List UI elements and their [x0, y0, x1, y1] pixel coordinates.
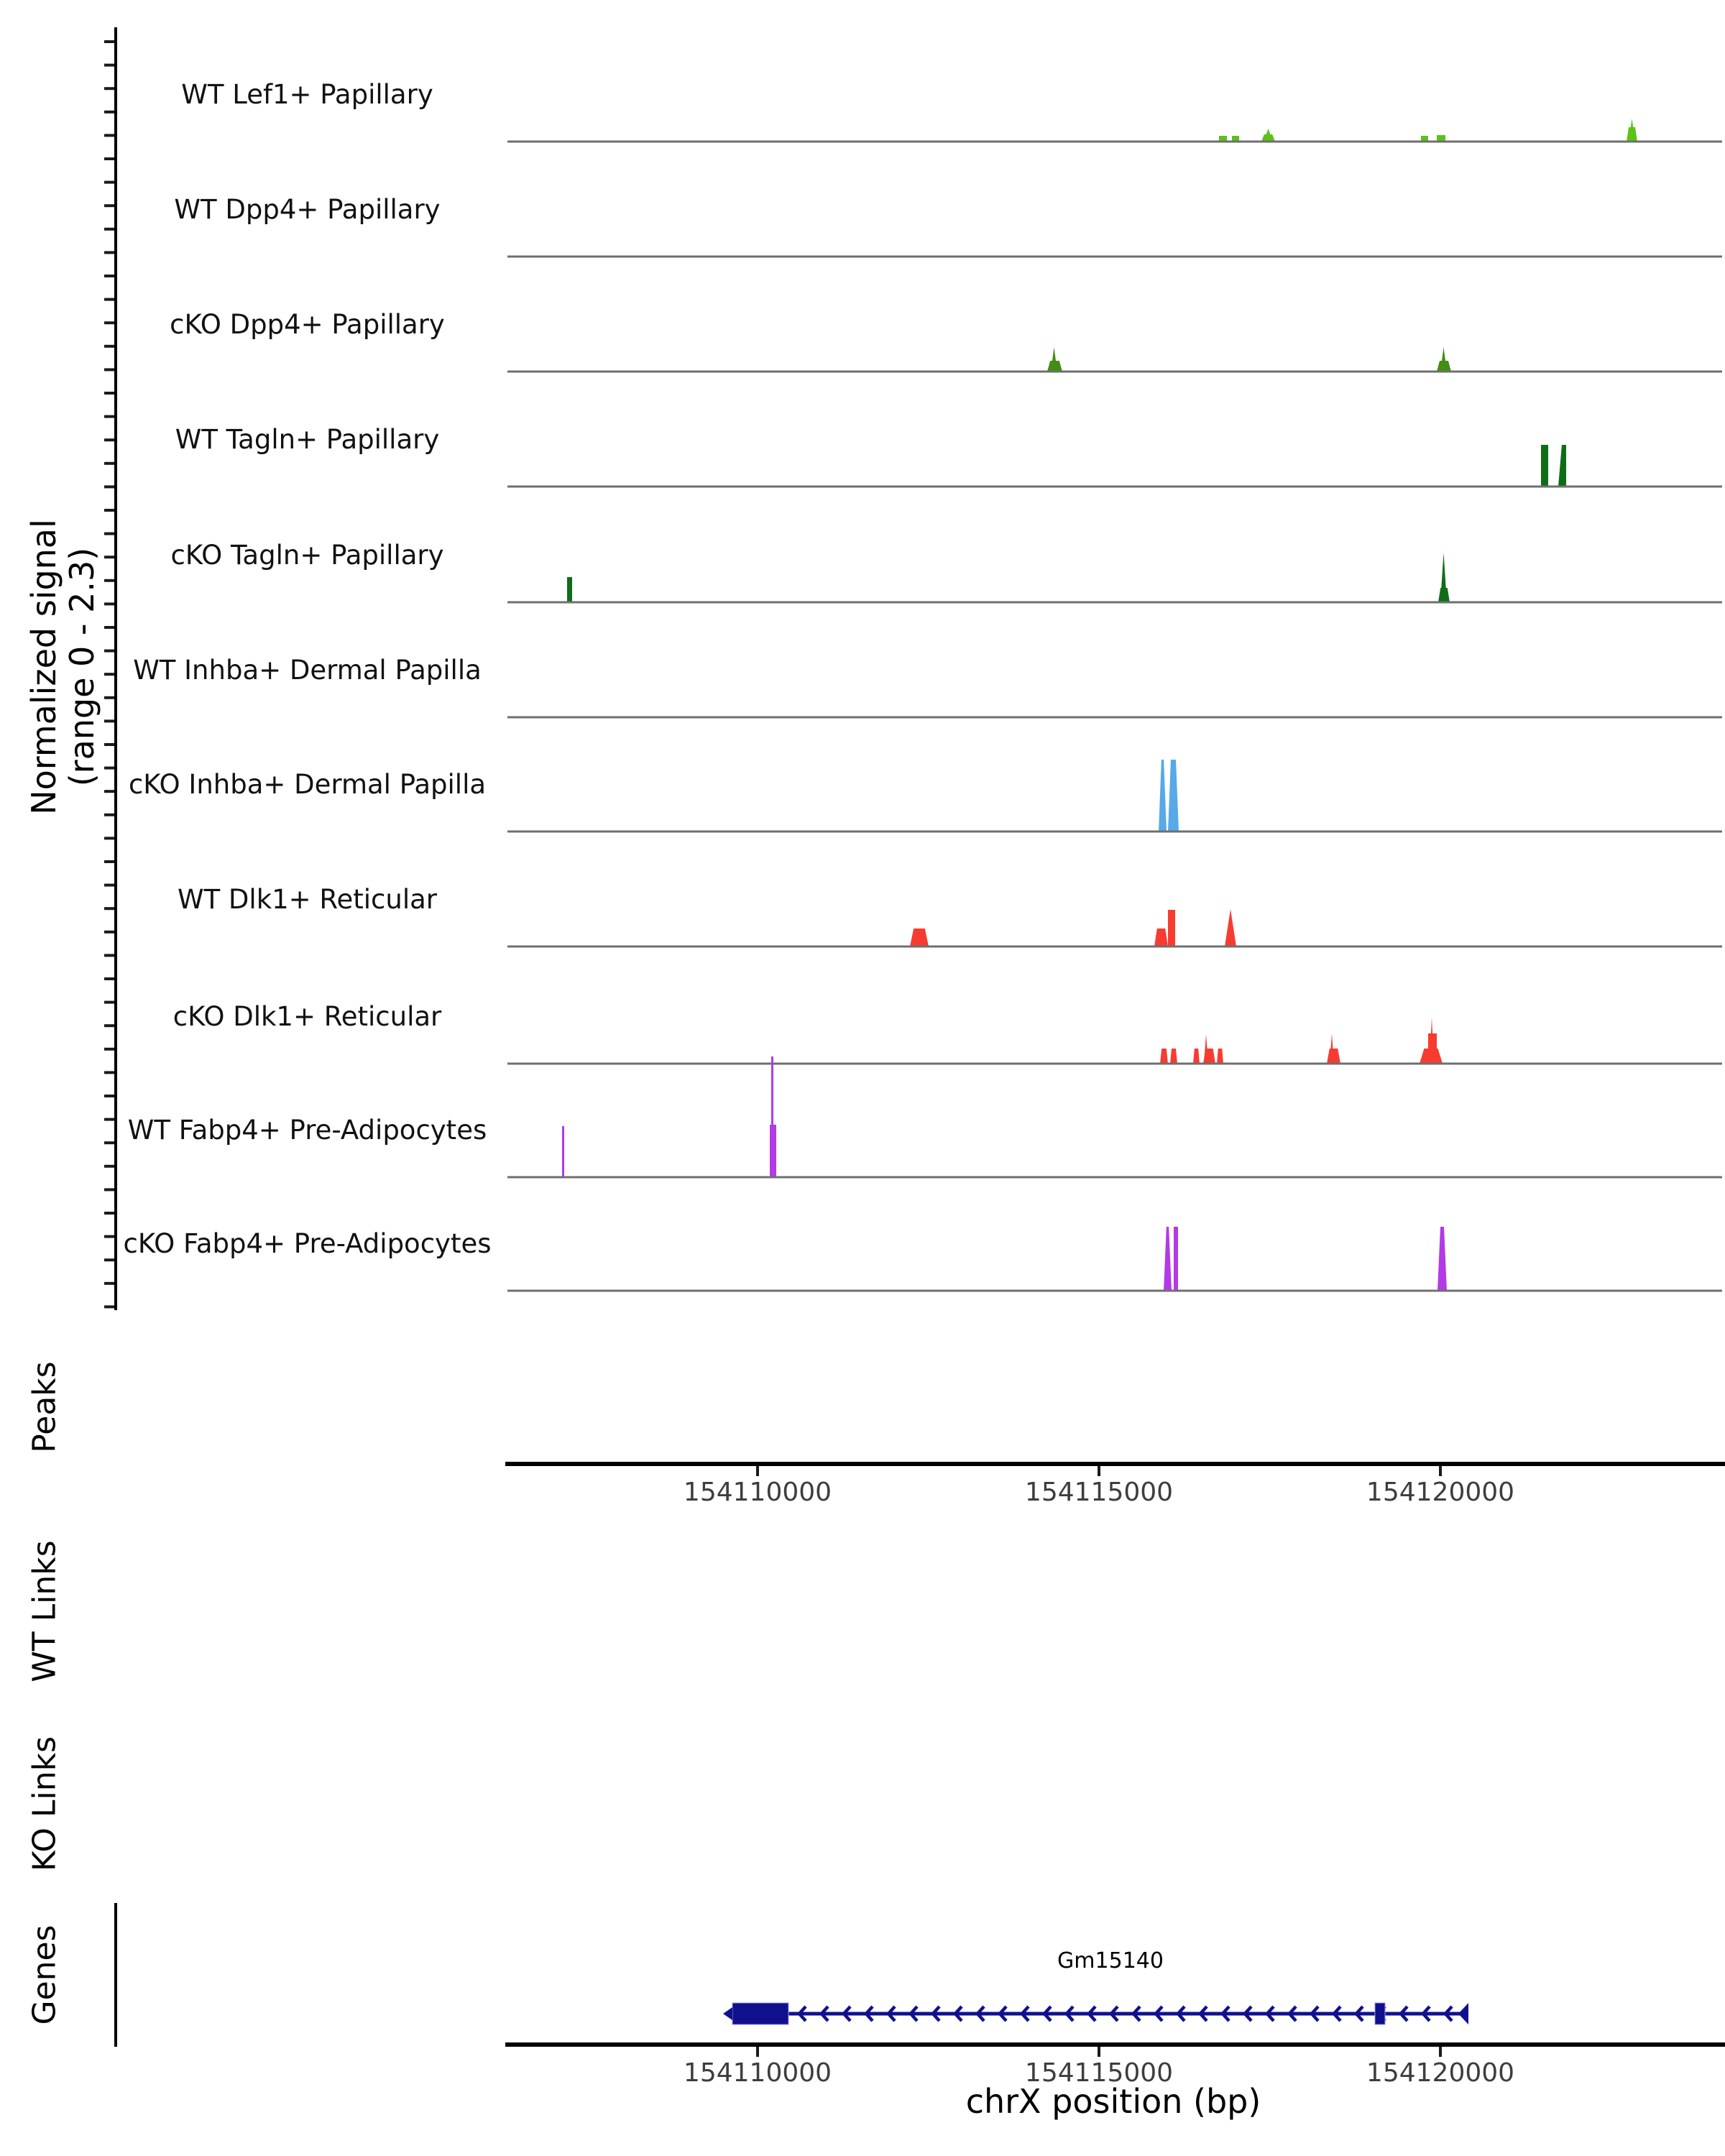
- peaks-x-axis-tick-label: 154120000: [1366, 1478, 1515, 1507]
- gene-right-terminus-arrow: [1458, 2003, 1468, 2024]
- signal-y-axis-tick: [104, 40, 114, 43]
- track-baseline: [507, 602, 1722, 604]
- peaks-x-axis-tick: [1098, 1466, 1100, 1476]
- signal-y-axis-tick: [104, 415, 114, 418]
- genes-x-axis: [505, 2042, 1725, 2057]
- signal-y-axis-tick: [104, 696, 114, 699]
- signal-peak: [1174, 1227, 1178, 1291]
- signal-y-axis-tick: [104, 1212, 114, 1215]
- genes-x-axis-tick: [1098, 2047, 1100, 2057]
- signal-y-axis-tick: [104, 719, 114, 722]
- signal-y-axis-tick: [104, 1305, 114, 1308]
- gene-exon: [732, 2003, 788, 2024]
- signal-peak: [910, 929, 929, 946]
- signal-peak: [1164, 1227, 1172, 1291]
- track-baseline: [507, 141, 1722, 143]
- signal-peak: [1558, 445, 1566, 487]
- peaks-x-axis-tick: [756, 1466, 759, 1476]
- signal-peak: [1217, 1049, 1223, 1064]
- signal-y-axis-tick: [104, 579, 114, 582]
- signal-track: [507, 553, 1722, 604]
- signal-y-axis-tick: [104, 650, 114, 653]
- track-baseline: [507, 1290, 1722, 1292]
- signal-y-axis-tick: [104, 157, 114, 160]
- genes-x-axis-line: [505, 2042, 1725, 2047]
- signal-y-axis-tick: [104, 111, 114, 114]
- signal-y-axis-tick: [104, 298, 114, 301]
- track-label: cKO Tagln+ Papillary: [170, 540, 444, 571]
- signal-y-axis-tick: [104, 275, 114, 277]
- track-baseline: [507, 256, 1722, 258]
- peaks-x-axis-line: [505, 1462, 1725, 1466]
- signal-peak: [1440, 553, 1447, 602]
- signal-peak: [567, 577, 572, 602]
- signal-track: [507, 909, 1722, 948]
- signal-peak: [1170, 1049, 1177, 1064]
- genes-x-axis-tick: [1439, 2047, 1442, 2057]
- signal-track: [507, 1056, 1722, 1179]
- signal-axis-label-line1: Normalized signal: [24, 519, 64, 815]
- peaks-x-axis: [505, 1462, 1725, 1476]
- gene-model: [114, 1903, 1468, 2047]
- track-label: WT Dlk1+ Reticular: [177, 884, 437, 915]
- track-baseline: [507, 717, 1722, 719]
- track-baseline: [507, 371, 1722, 373]
- signal-track: [507, 256, 1722, 258]
- track-label: WT Lef1+ Papillary: [181, 79, 433, 110]
- track-label: cKO Inhba+ Dermal Papilla: [128, 769, 487, 800]
- track-label: WT Dpp4+ Papillary: [174, 194, 441, 225]
- section-label-peaks: Peaks: [26, 1361, 63, 1453]
- signal-y-axis-tick: [104, 1095, 114, 1097]
- gene-left-terminus-arrow: [723, 2007, 732, 2020]
- track-baseline: [507, 946, 1722, 948]
- section-label-wt-links: WT Links: [26, 1540, 63, 1682]
- signal-y-axis-tick: [104, 1048, 114, 1051]
- signal-y-axis-tick: [104, 931, 114, 934]
- track-label: cKO Fabp4+ Pre-Adipocytes: [123, 1228, 492, 1259]
- track-label: cKO Dpp4+ Papillary: [170, 309, 445, 340]
- signal-y-axis-tick: [104, 602, 114, 605]
- signal-track: [507, 1227, 1722, 1292]
- peaks-x-axis-tick-label: 154110000: [683, 1478, 832, 1507]
- signal-y-axis-tick: [104, 814, 114, 816]
- signal-track: [507, 717, 1722, 719]
- genes-x-axis-tick-label: 154120000: [1366, 2058, 1515, 2088]
- track-label: cKO Dlk1+ Reticular: [172, 1001, 442, 1032]
- signal-y-axis-tick: [104, 743, 114, 746]
- signal-y-axis-tick: [104, 134, 114, 137]
- signal-peak: [1438, 1227, 1447, 1291]
- signal-y-axis-tick: [104, 485, 114, 488]
- signal-y-axis-tick: [104, 228, 114, 231]
- signal-y-axis-tick: [104, 1188, 114, 1191]
- signal-y-axis-tick: [104, 837, 114, 839]
- section-label-genes: Genes: [26, 1925, 63, 2025]
- signal-y-axis-tick: [104, 626, 114, 629]
- track-baseline: [507, 1176, 1722, 1179]
- genes-section-axis-line: [114, 1903, 117, 2047]
- signal-axis-label-line2: (range 0 - 2.3): [63, 547, 101, 787]
- signal-y-axis-tick: [104, 954, 114, 957]
- signal-peak: [1168, 910, 1175, 946]
- signal-y-axis-tick: [104, 345, 114, 348]
- signal-peak: [1051, 347, 1057, 372]
- signal-peak: [1159, 760, 1167, 831]
- signal-y-axis-tick: [104, 368, 114, 371]
- signal-peak: [1541, 445, 1548, 487]
- track-baseline: [507, 1063, 1722, 1065]
- signal-y-axis-tick: [104, 1071, 114, 1074]
- signal-y-axis-tick: [104, 509, 114, 512]
- signal-peak: [1154, 929, 1168, 946]
- signal-y-axis-tick: [104, 181, 114, 184]
- genes-x-axis-tick-label: 154115000: [1024, 2058, 1174, 2088]
- signal-y-axis-tick: [104, 1165, 114, 1168]
- signal-track: [507, 347, 1722, 373]
- signal-peak: [771, 1056, 773, 1177]
- signal-peak: [1160, 1049, 1168, 1064]
- gene-name-label: Gm15140: [1057, 1948, 1164, 1973]
- signal-y-axis-tick: [104, 392, 114, 395]
- track-label: WT Fabp4+ Pre-Adipocytes: [127, 1115, 487, 1146]
- peaks-x-axis-tick: [1439, 1466, 1442, 1476]
- section-label-ko-links: KO Links: [26, 1736, 63, 1872]
- signal-peak: [1193, 1049, 1200, 1064]
- signal-peak: [1225, 909, 1236, 946]
- track-label: WT Tagln+ Papillary: [175, 424, 440, 455]
- track-baseline: [507, 486, 1722, 488]
- signal-y-axis-tick: [104, 462, 114, 465]
- peaks-x-axis-tick-label: 154115000: [1024, 1478, 1174, 1507]
- signal-peak: [1168, 760, 1179, 831]
- signal-y-axis-tick: [104, 251, 114, 254]
- gene-exon: [1375, 2003, 1385, 2024]
- signal-track: [507, 760, 1722, 833]
- track-label: WT Inhba+ Dermal Papilla: [133, 655, 482, 686]
- track-baseline: [507, 831, 1722, 833]
- signal-y-axis-tick: [104, 533, 114, 535]
- signal-y-axis-tick: [104, 860, 114, 863]
- x-axis-title: chrX position (bp): [965, 2082, 1261, 2121]
- signal-track: [507, 119, 1722, 143]
- signal-track: [507, 1018, 1722, 1065]
- signal-y-axis-tick: [104, 977, 114, 980]
- signal-track: [507, 445, 1722, 488]
- genes-x-axis-tick-label: 154110000: [683, 2058, 832, 2088]
- genes-x-axis-tick: [756, 2047, 759, 2057]
- signal-y-axis-tick: [104, 1282, 114, 1285]
- signal-peak: [1440, 347, 1447, 372]
- signal-y-axis-tick: [104, 64, 114, 67]
